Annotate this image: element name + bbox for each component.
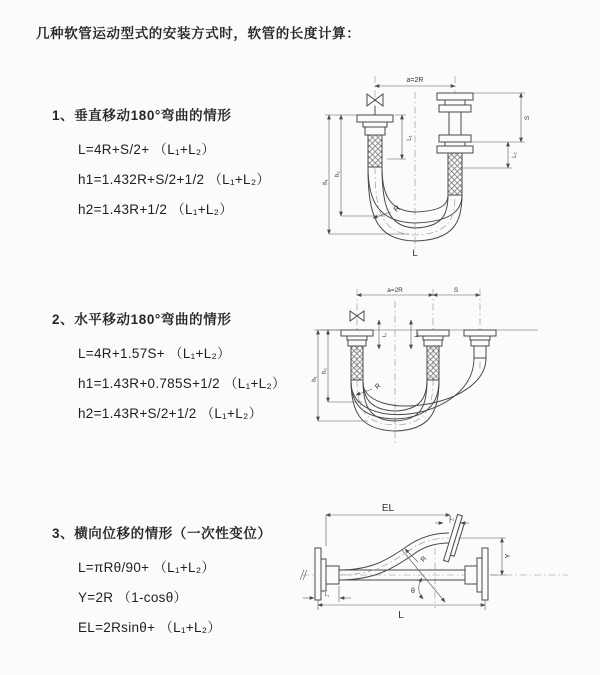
right-fitting bbox=[464, 330, 496, 358]
dim-label-h2: h₂ bbox=[335, 171, 341, 177]
dimension-stroke-s bbox=[471, 93, 531, 142]
centerlines bbox=[300, 548, 568, 608]
formula-h1: h1=1.432R+S/2+1/2 （L₁+L₂） bbox=[78, 172, 271, 187]
hose-displaced-position bbox=[339, 533, 450, 580]
tilted-flange bbox=[444, 514, 467, 563]
braided-hose-middle bbox=[427, 346, 439, 380]
diagram-horizontal-180-bend bbox=[306, 283, 588, 455]
formula-y: Y=2R （1-cosθ） bbox=[78, 590, 188, 605]
dim-label-el: EL bbox=[381, 503, 395, 514]
braided-hose-left bbox=[351, 346, 363, 380]
dim-label-h2: h₂ bbox=[322, 368, 328, 374]
centerlines bbox=[375, 76, 455, 252]
dim-label-l1: L₁ bbox=[382, 332, 388, 338]
formula-h1: h1=1.43R+0.785S+1/2 （L₁+L₂） bbox=[78, 376, 286, 391]
right-fitting-stack bbox=[437, 93, 473, 195]
section-3-heading: 3、横向位移的情形（一次性变位） bbox=[52, 526, 272, 541]
dimension-fitting-left bbox=[303, 586, 351, 602]
section-vertical-bend bbox=[52, 104, 320, 225]
radius-callout bbox=[405, 549, 428, 564]
dim-label-l2: L₂ bbox=[414, 332, 420, 338]
section-1-heading: 1、垂直移动180°弯曲的情形 bbox=[52, 108, 232, 123]
radius-callout bbox=[356, 382, 382, 395]
right-flange bbox=[465, 548, 488, 600]
dim-label-s: S bbox=[524, 115, 531, 121]
radius-label: R bbox=[391, 203, 402, 214]
formula-length: L=4R+S/2+ （L₁+L₂） bbox=[78, 142, 216, 157]
radius-label: R bbox=[419, 555, 429, 564]
dimension-span bbox=[375, 77, 455, 86]
dim-label-l1: L₁ bbox=[324, 592, 330, 598]
section-2-heading: 2、水平移动180°弯曲的情形 bbox=[52, 312, 232, 327]
radius-label: R bbox=[373, 382, 383, 391]
left-fitting bbox=[341, 330, 373, 380]
dimension-fittings bbox=[379, 320, 420, 349]
dimension-span bbox=[357, 287, 480, 295]
formula-length: L=4R+1.57S+ （L₁+L₂） bbox=[78, 346, 231, 361]
dimension-fitting-top bbox=[435, 516, 469, 523]
dim-label-h1: h₁ bbox=[312, 376, 318, 382]
formula-h2: h2=1.43R+1/2 （L₁+L₂） bbox=[78, 202, 234, 217]
dimension-length bbox=[318, 600, 485, 621]
dim-label-l2: L₂ bbox=[449, 516, 455, 522]
dim-label-h1: h₁ bbox=[323, 179, 329, 185]
dim-label-a2r: a=2R bbox=[406, 77, 424, 84]
hose-u-bend-position2 bbox=[351, 358, 486, 415]
centerlines bbox=[357, 289, 480, 445]
dim-label-l2: L₂ bbox=[512, 152, 518, 158]
diagram-vertical-180-bend bbox=[313, 64, 583, 262]
dim-label-l1: L₁ bbox=[407, 135, 413, 141]
formula-h2: h2=1.43R+S/2+1/2 （L₁+L₂） bbox=[78, 406, 263, 421]
braided-hose-left bbox=[368, 135, 382, 167]
page-title: 几种软管运动型式的安装方式时，软管的长度计算： bbox=[36, 26, 361, 41]
dimension-el bbox=[326, 503, 450, 546]
dim-label-a2r: a=2R bbox=[387, 287, 403, 294]
diagram-lateral-offset bbox=[298, 492, 590, 658]
formula-el: EL=2Rsinθ+ （L₁+L₂） bbox=[78, 620, 222, 635]
dim-label-l: L bbox=[398, 610, 404, 621]
length-label: L bbox=[412, 248, 418, 259]
braided-hose-right bbox=[448, 153, 462, 195]
middle-fitting bbox=[417, 330, 449, 380]
dim-label-s: S bbox=[453, 287, 459, 294]
formula-length: L=πRθ/90+ （L₁+L₂） bbox=[78, 560, 216, 575]
section-horizontal-bend bbox=[52, 308, 320, 429]
section-lateral-offset bbox=[52, 522, 320, 643]
angle-label: θ bbox=[411, 588, 415, 595]
dim-label-y: Y bbox=[505, 553, 512, 559]
